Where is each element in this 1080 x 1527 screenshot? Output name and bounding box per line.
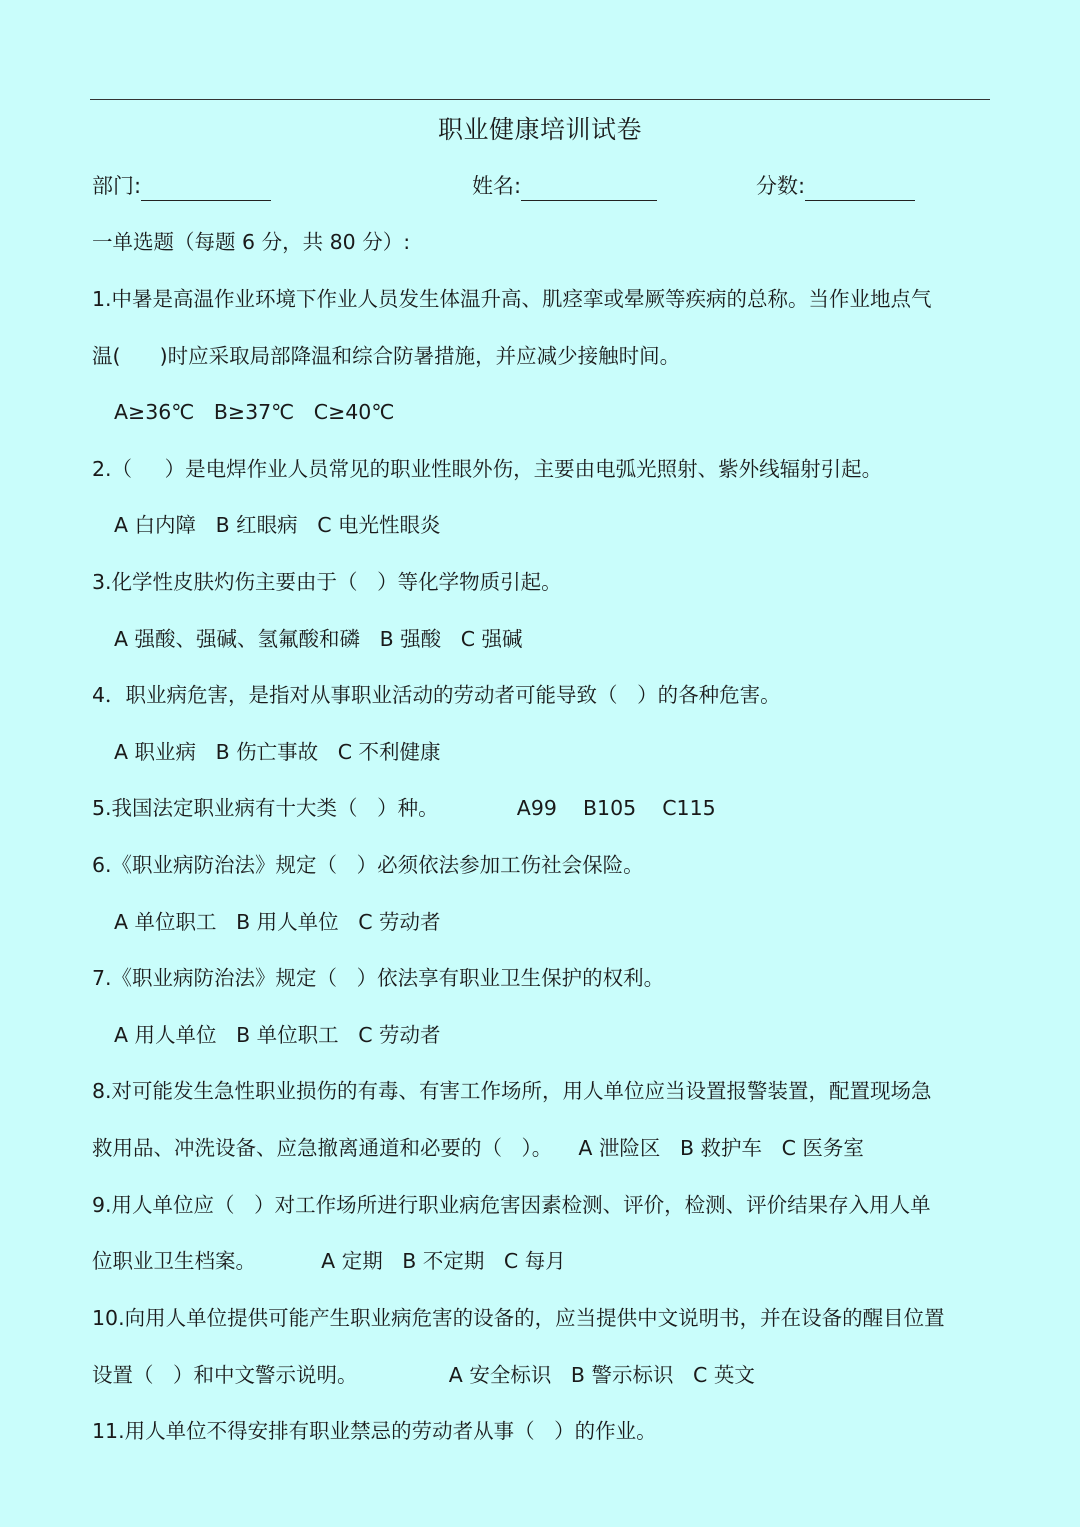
question-line: 8.对可能发生急性职业损伤的有毒、有害工作场所，用人单位应当设置报警装置，配置现场急	[92, 1079, 932, 1103]
options-line: A≥36℃ B≥37℃ C≥40℃	[114, 400, 395, 424]
question-line: 5.我国法定职业病有十大类（ ）种。 A99 B105 C115	[92, 796, 716, 820]
question-line: 6.《职业病防治法》规定（ ）必须依法参加工伤社会保险。	[92, 853, 644, 877]
question-line: 设置（ ）和中文警示说明。 A 安全标识 B 警示标识 C 英文	[92, 1363, 755, 1387]
options-line: A 用人单位 B 单位职工 C 劳动者	[114, 1023, 441, 1047]
question-line: 9.用人单位应（ ）对工作场所进行职业病危害因素检测、评价，检测、评价结果存入用人单	[92, 1193, 931, 1217]
name-field	[472, 171, 657, 201]
options-line: A 单位职工 B 用人单位 C 劳动者	[114, 910, 441, 934]
page-title: 职业健康培训试卷	[437, 115, 642, 144]
name-label: 姓名:	[472, 174, 522, 198]
question-line: 3.化学性皮肤灼伤主要由于（ ）等化学物质引起。	[92, 570, 562, 594]
options-line: A 强酸、强碱、氢氟酸和磷 B 强酸 C 强碱	[114, 627, 523, 651]
question-line: 2.（ ）是电焊作业人员常见的职业性眼外伤，主要由电弧光照射、紫外线辐射引起。	[92, 457, 883, 481]
options-line: A 职业病 B 伤亡事故 C 不利健康	[114, 740, 441, 764]
question-line: 10.向用人单位提供可能产生职业病危害的设备的，应当提供中文说明书，并在设备的醒目位置	[92, 1306, 945, 1330]
score-blank[interactable]	[805, 174, 915, 201]
department-label: 部门:	[92, 174, 142, 198]
question-line: 11.用人单位不得安排有职业禁忌的劳动者从事（ ）的作业。	[92, 1419, 657, 1443]
department-blank[interactable]	[141, 174, 271, 201]
question-line: 7.《职业病防治法》规定（ ）依法享有职业卫生保护的权利。	[92, 966, 665, 990]
options-line: A 白内障 B 红眼病 C 电光性眼炎	[114, 513, 441, 537]
score-field	[756, 171, 915, 201]
question-line: 位职业卫生档案。 A 定期 B 不定期 C 每月	[92, 1249, 566, 1273]
question-line: 救用品、冲洗设备、应急撤离通道和必要的（ ）。 A 泄险区 B 救护车 C 医务室	[92, 1136, 864, 1160]
score-label: 分数:	[756, 174, 806, 198]
question-line: 1.中暑是高温作业环境下作业人员发生体温升高、肌痉挛或晕厥等疾病的总称。当作业地点气	[92, 287, 932, 311]
name-blank[interactable]	[521, 174, 657, 201]
question-line: 温( )时应采取局部降温和综合防暑措施，并应减少接触时间。	[92, 344, 681, 368]
top-rule	[90, 99, 990, 100]
section-heading: 一单选题（每题 6 分，共 80 分）:	[92, 230, 411, 254]
department-field	[92, 171, 271, 201]
question-line: 4．职业病危害，是指对从事职业活动的劳动者可能导致（ ）的各种危害。	[92, 683, 781, 707]
